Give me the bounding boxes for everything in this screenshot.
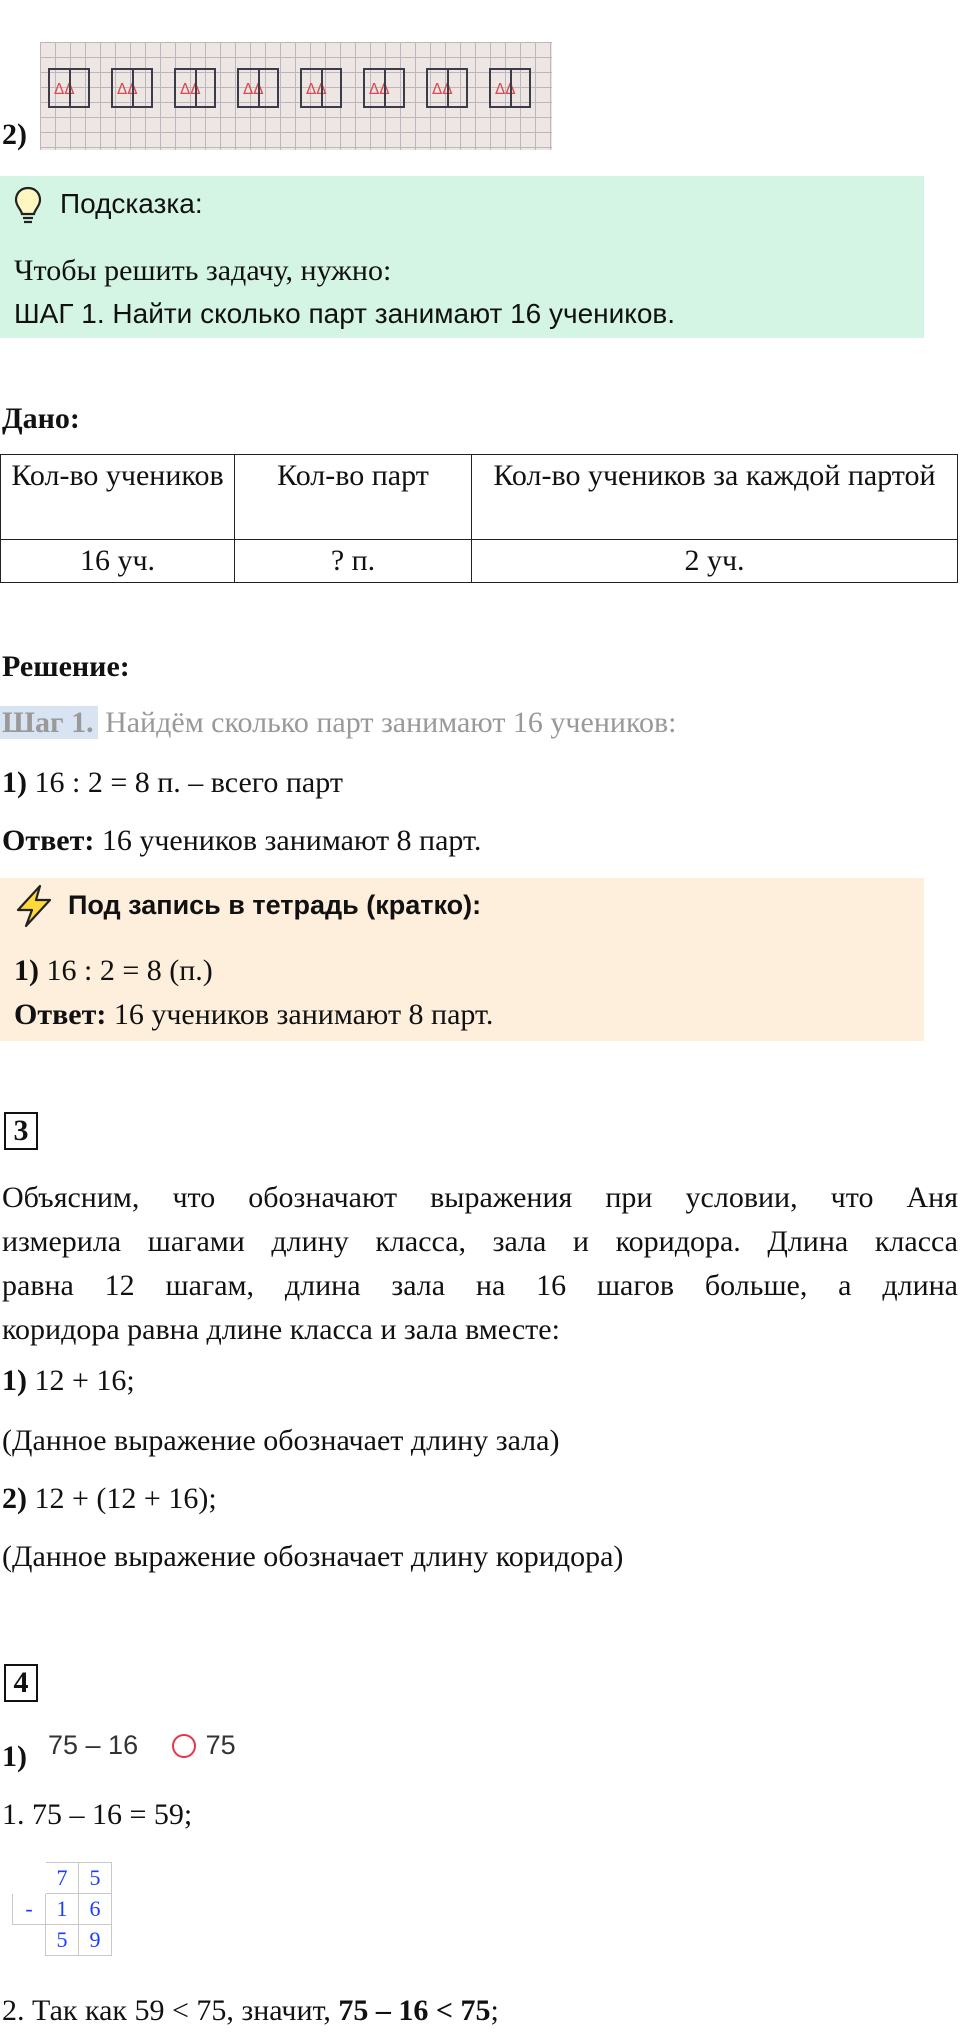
line-number: 1) — [14, 954, 39, 987]
line-number: 1) — [2, 766, 27, 799]
digit: 5 — [79, 1863, 112, 1894]
column-subtraction — [12, 1862, 112, 1956]
desk — [300, 68, 342, 108]
students-triangles: ΔΔ — [306, 80, 327, 98]
solution-line-1 — [2, 766, 343, 800]
expression-right: 75 — [205, 1730, 236, 1760]
header-per-desk: Кол-во учеников за каждой партой — [472, 455, 958, 540]
task3-item-1-note: (Данное выражение обозначает длину зала) — [2, 1424, 560, 1457]
lightning-icon — [12, 884, 56, 928]
step-text: 2. Так как 59 < 75, значит, — [2, 1994, 331, 2027]
paragraph-line: коридора равна длине класса и зала вместе: — [2, 1313, 560, 1346]
desk — [48, 68, 90, 108]
given-table — [0, 454, 958, 583]
item-expression: 12 + 16; — [34, 1364, 135, 1397]
expression-left: 75 – 16 — [48, 1730, 139, 1760]
item-expression: 12 + (12 + 16); — [34, 1482, 217, 1515]
minus-sign: - — [13, 1894, 46, 1925]
students-triangles: ΔΔ — [495, 80, 516, 98]
answer-text: 16 учеников занимают 8 парт. — [101, 824, 482, 857]
solution-answer — [2, 824, 481, 858]
value-students: 16 уч. — [1, 540, 235, 583]
task3-paragraph — [2, 1176, 958, 1352]
desks-drawing — [40, 42, 552, 150]
task-number-3: 3 — [4, 1112, 38, 1150]
paragraph-line: измерила шагами длину класса, зала и коридора. Длина класса — [2, 1225, 958, 1258]
desk — [237, 68, 279, 108]
task-number-4: 4 — [4, 1664, 38, 1702]
header-students: Кол-во учеников — [1, 455, 235, 540]
value-per-desk: 2 уч. — [472, 540, 958, 583]
digit: 1 — [46, 1894, 79, 1925]
task3-item-2-note: (Данное выражение обозначает длину коридора) — [2, 1540, 624, 1573]
given-heading: Дано: — [2, 402, 80, 435]
students-triangles: ΔΔ — [54, 80, 75, 98]
students-triangles: ΔΔ — [180, 80, 201, 98]
digit: 9 — [79, 1925, 112, 1956]
digit: 5 — [46, 1925, 79, 1956]
item-number: 2) — [2, 1482, 27, 1515]
comparison-circle — [172, 1734, 196, 1758]
students-triangles: ΔΔ — [243, 80, 264, 98]
solution-step — [0, 706, 677, 740]
digit: 6 — [79, 1894, 112, 1925]
hint-step-label: ШАГ 1. — [14, 298, 105, 329]
part-label: 2) — [2, 118, 27, 151]
desk — [174, 68, 216, 108]
task3-item-1 — [2, 1364, 135, 1398]
desk — [426, 68, 468, 108]
desk — [111, 68, 153, 108]
value-desks: ? п. — [235, 540, 472, 583]
students-triangles: ΔΔ — [117, 80, 138, 98]
desk — [489, 68, 531, 108]
solution-step-label: Шаг 1. — [0, 706, 98, 739]
students-triangles: ΔΔ — [369, 80, 390, 98]
header-desks: Кол-во парт — [235, 455, 472, 540]
line-text: 16 : 2 = 8 п. – всего парт — [34, 766, 343, 799]
solution-step-text: Найдём сколько парт занимают 16 учеников: — [105, 706, 677, 739]
answer-text: 16 учеников занимают 8 парт. — [113, 998, 494, 1031]
answer-label: Ответ: — [14, 998, 107, 1031]
step-result: 75 – 16 < 75 — [338, 1994, 491, 2027]
paragraph-line: равна 12 шагам, длина зала на 16 шагов больше, а длина — [2, 1269, 958, 1302]
line-text: 16 : 2 = 8 (п.) — [46, 954, 213, 987]
task4-step-2 — [2, 1994, 499, 2028]
notebook-line-1 — [14, 954, 213, 988]
hint-step-text: Найти сколько парт занимают 16 учеников. — [112, 298, 676, 329]
notebook-answer — [14, 998, 493, 1032]
notebook-title: Под запись в тетрадь (кратко): — [68, 890, 482, 920]
desk — [363, 68, 405, 108]
task4-item-number: 1) — [2, 1740, 27, 1773]
task3-item-2 — [2, 1482, 217, 1516]
item-number: 1) — [2, 1364, 27, 1397]
hint-title: Подсказка: — [60, 188, 203, 219]
students-triangles: ΔΔ — [432, 80, 453, 98]
paragraph-line: Объясним, что обозначают выражения при условии, что Аня — [2, 1181, 958, 1214]
lightbulb-icon — [14, 186, 42, 226]
comparison-expression — [48, 1730, 236, 1761]
hint-step — [14, 298, 675, 330]
solution-heading: Решение: — [2, 650, 130, 683]
task4-step-1: 1. 75 – 16 = 59; — [2, 1798, 193, 1831]
answer-label: Ответ: — [2, 824, 95, 857]
hint-intro: Чтобы решить задачу, нужно: — [14, 254, 392, 287]
step-suffix: ; — [490, 1994, 499, 2027]
digit: 7 — [46, 1863, 79, 1894]
